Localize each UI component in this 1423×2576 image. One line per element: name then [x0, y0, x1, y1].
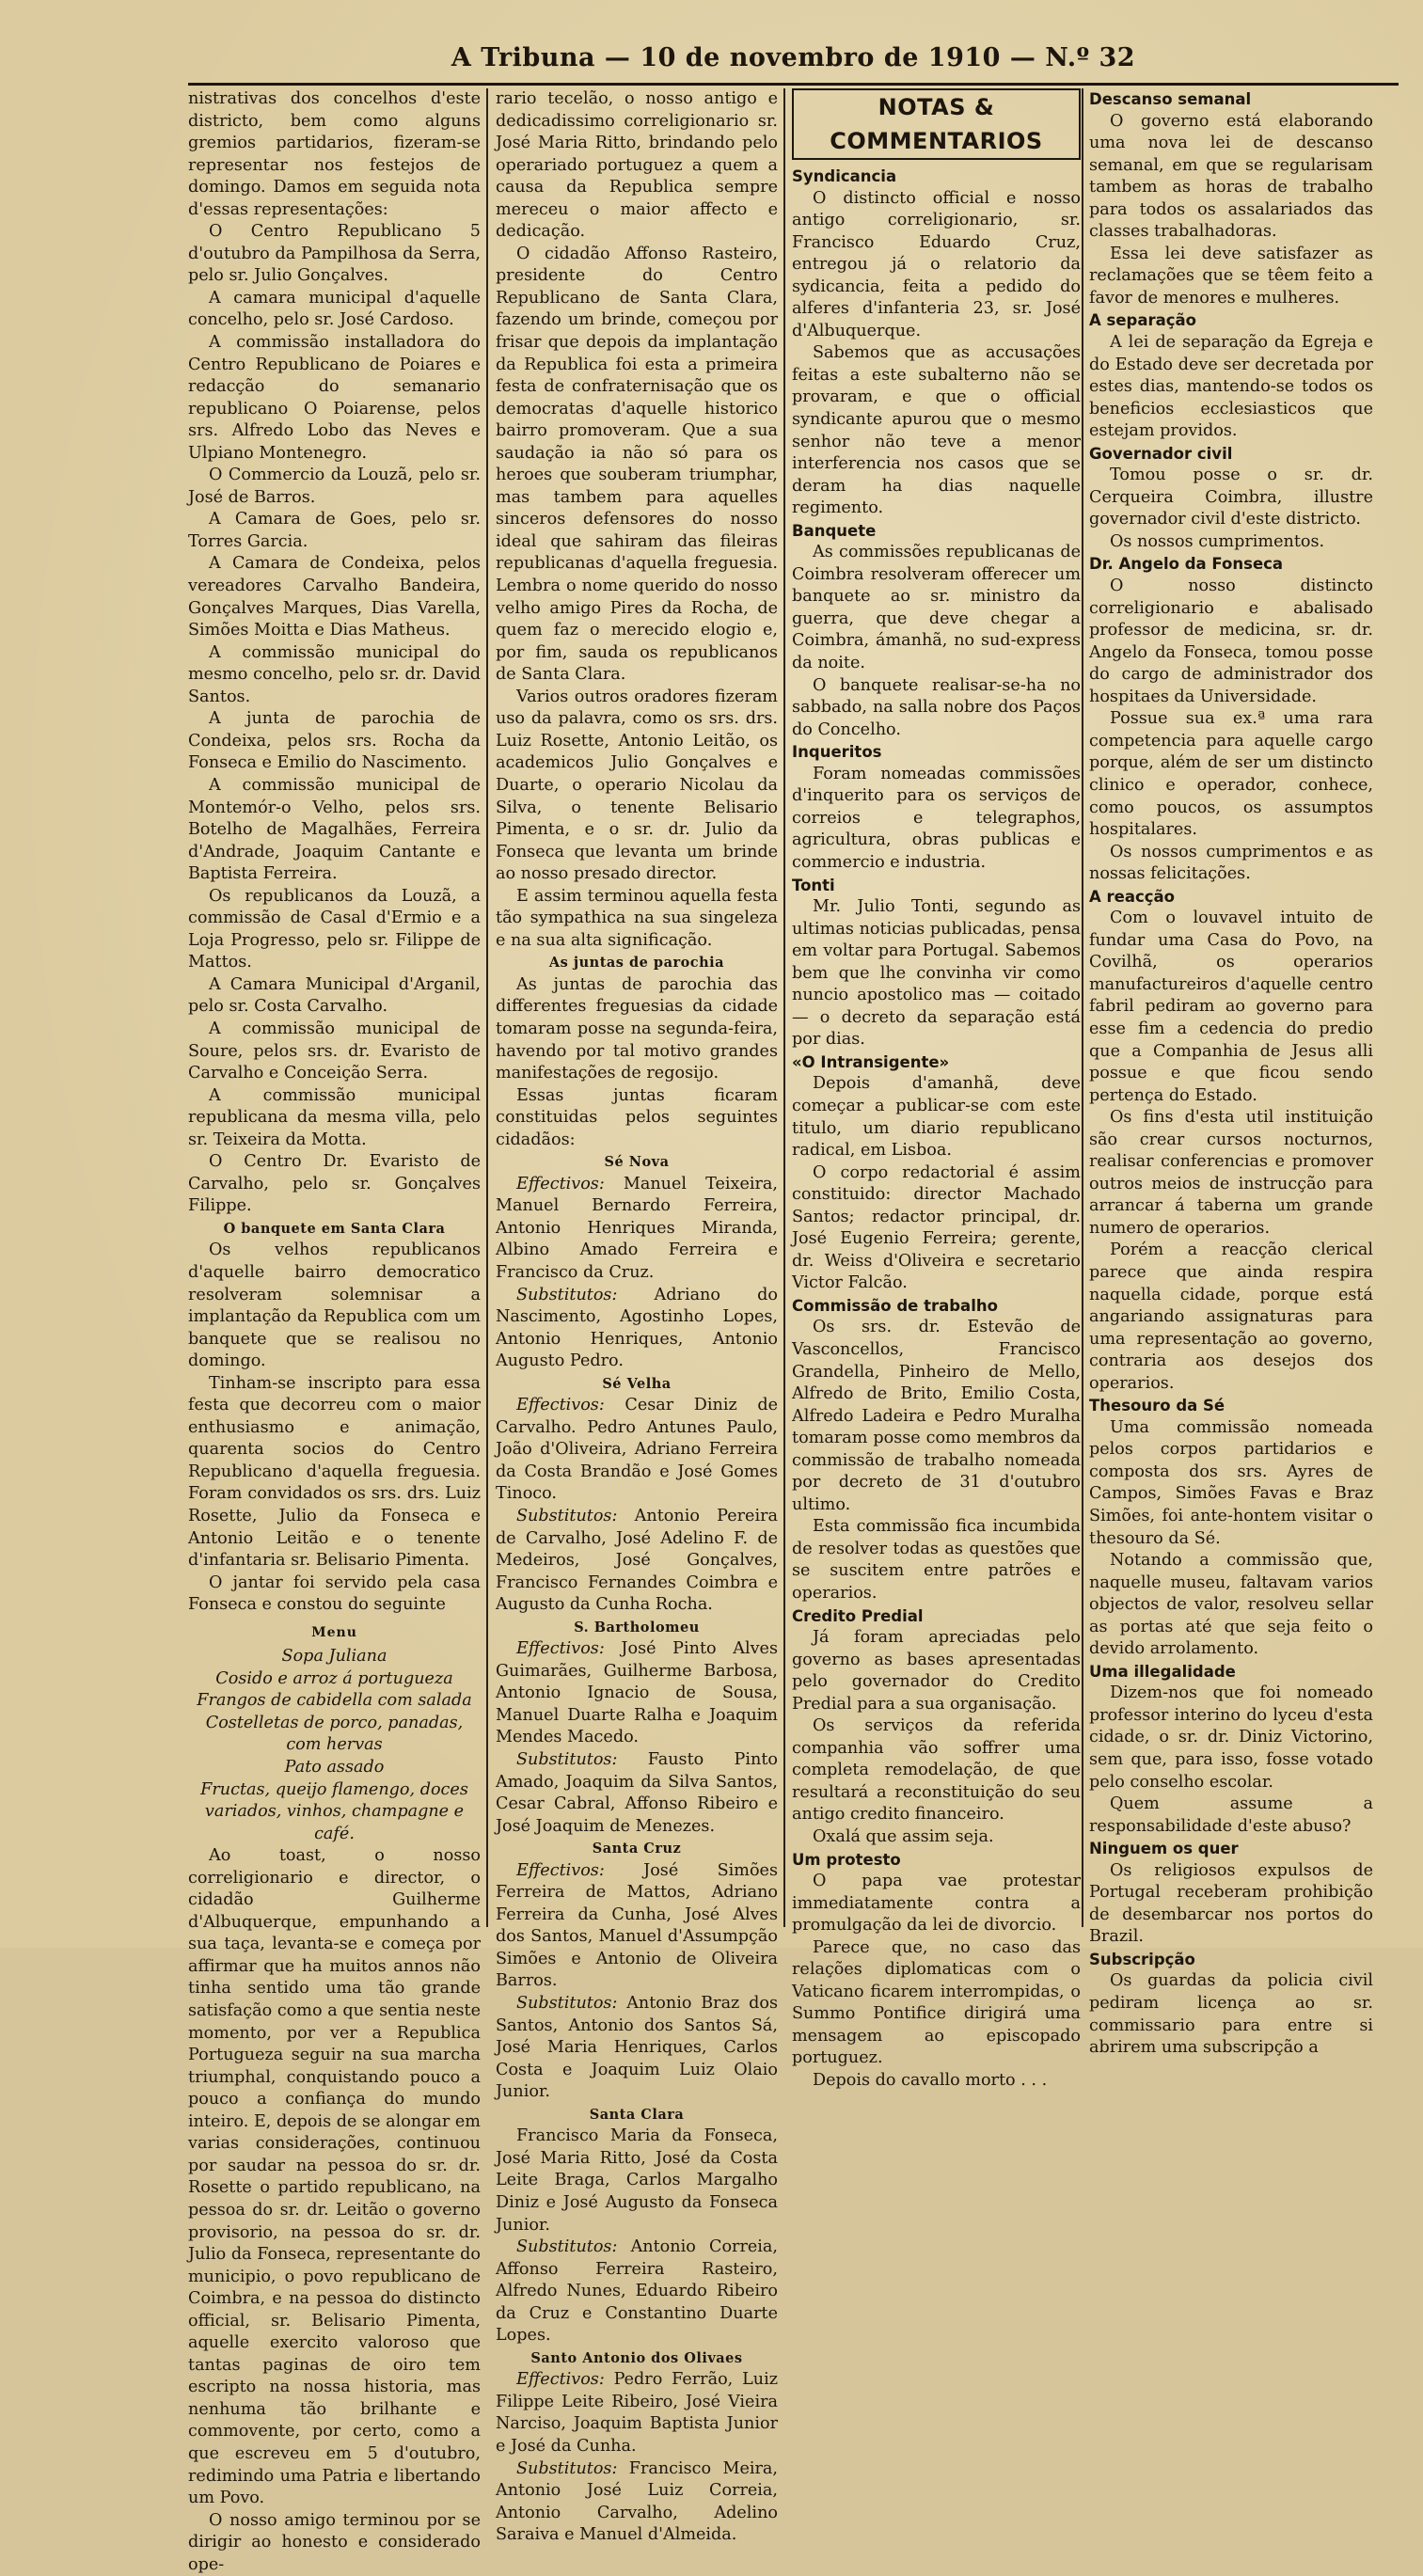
names: Francisco Maria da Fonseca, José Maria Ritto, José da Costa Leite Braga, Carlos Margalho Diniz e José Augusto da Fonseca Junior. — [496, 2126, 778, 2235]
paragraph: Os serviços da referida companhia vão soffrer uma completa remodelação, de que resultará a reconstituição do seu antigo credito financeiro. — [792, 1716, 1081, 1825]
names: José Simões Ferreira de Mattos, Adriano Ferreira da Cunha, José Alves dos Santos, Manuel d'Assumpção Simões e Antonio de Oliveira Barros. — [496, 1860, 778, 1991]
note-heading: Tonti — [792, 876, 835, 894]
paragraph: Possue sua ex.ª uma rara competencia para aquelle cargo porque, além de ser um distincto clinico e operador, conhece, como poucos, os assumptos hospitalares. — [1089, 709, 1373, 840]
parish-substitutos — [496, 1506, 778, 1617]
parish-heading: Sé Nova — [604, 1154, 670, 1171]
label-effectivos: Effectivos: — [516, 2370, 605, 2390]
paragraph: Uma commissão nomeada pelos corpos partidarios e composta dos srs. Ayres de Campos, Simões Favas e Braz Simões, foi ante-hontem visitar o thesouro da Sé. — [1089, 1417, 1373, 1548]
paragraph: O jantar foi servido pela casa Fonseca e constou do seguinte — [188, 1572, 481, 1615]
parish-effectivos — [496, 1638, 778, 1749]
paragraph: E assim terminou aquella festa tão sympathica na sua singeleza e na sua alta significação. — [496, 886, 778, 950]
label-substitutos: Substitutos: — [516, 1285, 618, 1304]
note-heading: Thesouro da Sé — [1089, 1397, 1225, 1415]
note-heading: Banquete — [792, 521, 877, 540]
paragraph: Os guardas da policia civil pediram licença ao sr. commissario para entre si abrirem uma subscripção a — [1089, 1971, 1373, 2058]
parish-effectivos — [496, 1174, 778, 1285]
note-heading: Inqueritos — [792, 743, 882, 762]
names: José Pinto Alves Guimarães, Guilherme Barbosa, Antonio Ignacio de Sousa, Manuel Duarte Ralha e Joaquim Mendes Macedo. — [496, 1639, 778, 1747]
label-substitutos: Substitutos: — [516, 1750, 618, 1770]
paragraph: Esta commissão fica incumbida de resolver todas as questões que se suscitem entre patrões e operarios. — [792, 1517, 1081, 1603]
list-item: A commissão municipal de Soure, pelos srs. dr. Evaristo de Carvalho e Conceição Serra. — [188, 1019, 481, 1083]
notes-list — [792, 166, 1081, 2093]
list-item: Os republicanos da Louzã, a commissão de Casal d'Ermio e a Loja Progresso, pelo sr. Filippe de Mattos. — [188, 886, 481, 972]
list-item: A junta de parochia de Condeixa, pelos srs. Rocha da Fonseca e Emilio do Nascimento. — [188, 709, 481, 773]
notes-list — [1089, 88, 1373, 2060]
parish-substitutos — [496, 1285, 778, 1373]
label-effectivos: Effectivos: — [516, 1860, 605, 1880]
paragraph: Mr. Julio Tonti, segundo as ultimas noticias publicadas, pensa em voltar para Portugal. Sabemos bem que lhe convinha vir como nuncio apostolico mas — coitado — o decreto da separação está por dias. — [792, 897, 1081, 1050]
parish-effectivos — [496, 2126, 778, 2236]
names: Cesar Diniz de Carvalho. Pedro Antunes Paulo, João d'Oliveira, Adriano Ferreira da Costa Brandão e José Gomes Tinoco. — [496, 1396, 778, 1504]
paragraph: Sabemos que as accusações feitas a este subalterno não se provaram, e que o official syndicante apurou que o mesmo senhor não teve a menor interferencia nos casos que se deram ha dias naquelle regimento. — [792, 343, 1081, 518]
list-item: O Centro Dr. Evaristo de Carvalho, pelo sr. Gonçalves Filippe. — [188, 1152, 481, 1216]
menu-item: Costelletas de porco, panadas, com hervas — [205, 1713, 464, 1755]
label-substitutos: Substitutos: — [516, 2237, 618, 2257]
paragraph: O cidadão Affonso Rasteiro, presidente do Centro Republicano de Santa Clara, fazendo um brinde, começou por frisar que depois da implantação da Republica foi esta a primeira festa de confraternisação que os democratas d'aquelle historico bairro promoveram. Que a sua saudação ia não só para os heroes que souberam triumphar, mas tambem para aquelles sinceros defensores do nosso ideal que sahiram das fileiras republicanas d'aquella freguesia. Lembra o nome querido do nosso velho amigo Pires da Rocha, de quem faz o merecido elogio e, por fim, sauda os republicanos de Santa Clara. — [496, 244, 778, 685]
parish-heading: Santa Cruz — [592, 1841, 682, 1857]
column-3 — [792, 88, 1081, 2091]
note-heading: Governador civil — [1089, 444, 1233, 463]
paragraph: Ao toast, o nosso correligionario e director, o cidadão Guilherme d'Albuquerque, empunhando a sua taça, levanta-se e começa por affirmar que ha muitos annos não tinha sentido uma tão grande satisfação como a que sentia neste momento, por ver a Republica Portugueza seguir na sua marcha triumphal, conquistando pouco a pouco a confiança do mundo inteiro. E, depois de se alongar em varias considerações, continuou por saudar na pessoa do sr. dr. Rosette o partido republicano, na pessoa do sr. dr. Leitão o governo provisorio, na pessoa do sr. dr. Julio da Fonseca, representante do municipio, o povo republicano de Coimbra, e na pessoa do distincto official, sr. Belisario Pimenta, aquelle exercito valoroso que tantas paginas de oiro tem escripto na nossa historia, mas nenhuma tão brilhante e commovente, por certo, como a que escreveu em 5 d'outubro, redimindo uma Patria e libertando um Povo. — [188, 1846, 481, 2508]
label-substitutos: Substitutos: — [516, 2458, 618, 2478]
names: Antonio Braz dos Santos, Antonio dos Santos Sá, José Maria Henriques, Carlos Costa e Joaquim Luiz Olaio Junior. — [496, 1994, 778, 2102]
list-item: A Camara de Goes, pelo sr. Torres Garcia. — [188, 510, 481, 551]
note-heading: Um protesto — [792, 1850, 901, 1869]
label-substitutos: Substitutos: — [516, 1994, 618, 2014]
label-effectivos: Effectivos: — [516, 1639, 605, 1659]
parish-substitutos — [496, 1993, 778, 2104]
parish-substitutos — [496, 2458, 778, 2547]
parish-list — [496, 1151, 778, 2546]
paragraph: Tomou posse o sr. dr. Cerqueira Coimbra, illustre governador civil d'este districto. — [1089, 466, 1373, 529]
paragraph: O distincto official e nosso antigo correligionario, sr. Francisco Eduardo Cruz, entregou já o relatorio da sydicancia, feita a pedido do alferes d'infanteria 23, sr. José d'Albuquerque. — [792, 188, 1081, 340]
note-heading: Credito Predial — [792, 1606, 924, 1625]
paragraph: Quem assume a responsabilidade d'este abuso? — [1089, 1794, 1373, 1836]
parish-heading: S. Bartholomeu — [574, 1619, 700, 1636]
names: Manuel Teixeira, Manuel Bernardo Ferreira, Antonio Henriques Miranda, Albino Amado Ferreira e Francisco da Cruz. — [496, 1174, 778, 1282]
paragraph: O nosso distincto correligionario e abalisado professor de medicina, sr. dr. Angelo da Fonseca, tomou posse do cargo de administrador dos hospitaes da Universidade. — [1089, 577, 1373, 706]
list-item: A camara municipal d'aquelle concelho, pelo sr. José Cardoso. — [188, 288, 481, 330]
parish-effectivos — [496, 1395, 778, 1506]
note-heading: Dr. Angelo da Fonseca — [1089, 555, 1284, 574]
column-rule — [486, 88, 488, 1927]
parish-effectivos — [496, 2369, 778, 2457]
note-heading: A reacção — [1089, 887, 1176, 906]
parish-effectivos — [496, 1860, 778, 1993]
label-effectivos: Effectivos: — [516, 1174, 605, 1193]
column-rule — [1082, 88, 1083, 1927]
note-heading: A separação — [1089, 311, 1196, 330]
paragraph: Essas juntas ficaram constituidas pelos seguintes cidadãos: — [496, 1085, 778, 1149]
paragraph: rario tecelão, o nosso antigo e dedicadissimo correligionario sr. José Maria Ritto, brindando pelo operariado portuguez a quem a causa da Republica sempre mereceu o maior affecto e dedicação. — [496, 89, 778, 242]
names: Antonio Pereira de Carvalho, José Adelino F. de Medeiros, José Gonçalves, Francisco Fernandes Coimbra e Augusto da Cunha Rocha. — [496, 1507, 778, 1615]
note-heading: «O Intransigente» — [792, 1052, 950, 1071]
column-4 — [1089, 88, 1373, 2058]
list-item: A commissão municipal de Montemór-o Velho, pelos srs. Botelho de Magalhães, Ferreira d'Andrade, Joaquim Cantante e Baptista Ferreira. — [188, 775, 481, 884]
subheading: As juntas de parochia — [548, 955, 725, 972]
paragraph: Foram nomeadas commissões d'inquerito para os serviços de correios e telegraphos, agricultura, obras publicas e commercio e industria. — [792, 764, 1081, 872]
paragraph: Os srs. dr. Estevão de Vasconcellos, Francisco Grandella, Pinheiro de Mello, Alfredo de Brito, Emilio Costa, Alfredo Ladeira e Pedro Muralha tomaram posse como membros da commissão de trabalho nomeada por decreto de 31 d'outubro ultimo. — [792, 1318, 1081, 1514]
note-heading: Commissão de trabalho — [792, 1296, 998, 1315]
paragraph: Tinham-se inscripto para essa festa que decorreu com o maior enthusiasmo e animação, quarenta socios do Centro Republicano d'aquella freguesia. Foram convidados os srs. drs. Luiz Rosette, Julio da Fonseca e Antonio Leitão e o tenente d'infantaria sr. Belisario Pimenta. — [188, 1373, 481, 1571]
menu-item: Pato assado — [284, 1758, 385, 1778]
paragraph: Varios outros oradores fizeram uso da palavra, como os srs. drs. Luiz Rosette, Antonio Leitão, os academicos Julio Gonçalves e Duarte, o operario Nicolau da Silva, o tenente Belisario Pimenta, e o sr. dr. Julio da Fonseca que levanta um brinde ao nosso presado director. — [496, 687, 778, 884]
parish-substitutos — [496, 1749, 778, 1838]
parish-heading: Santa Clara — [589, 2106, 685, 2123]
names: Antonio Correia, Affonso Ferreira Rasteiro, Alfredo Nunes, Eduardo Ribeiro da Cruz e Constantino Duarte Lopes. — [496, 2237, 778, 2346]
paragraph: O corpo redactorial é assim constituido: director Machado Santos; redactor principal, dr. José Eugenio Ferreira; gerente, dr. Weiss d'Oliveira e secretario Victor Falcão. — [792, 1162, 1081, 1293]
paragraph: Com o louvavel intuito de fundar uma Casa do Povo, na Covilhã, os operarios manufactureiros d'aquelle centro fabril pediram ao governo para esse fim a cedencia do predio que a Companhia de Jesus alli possue e que ficou sendo pertença do Estado. — [1089, 909, 1373, 1105]
paragraph: O nosso amigo terminou por se dirigir ao honesto e considerado ope- — [188, 2510, 481, 2574]
paragraph: Notando a commissão que, naquelle museu, faltavam varios objectos de valor, resolveu sellar as portas até que seja feito o devido arrolamento. — [1089, 1551, 1373, 1659]
menu-title: Menu — [311, 1624, 357, 1640]
paragraph: Os fins d'esta util instituição são crear cursos nocturnos, realisar conferencias e promover outros meios de instrucção para arrancar á taberna um grande numero de operarios. — [1089, 1108, 1373, 1238]
parish-heading: Santo Antonio dos Olivaes — [530, 2349, 743, 2366]
paragraph: Parece que, no caso das relações diplomaticas com o Vaticano ficarem interrompidas, o Summo Pontifice dirigirá uma mensagem ao episcopado portuguez. — [792, 1937, 1081, 2068]
parish-heading: Sé Velha — [602, 1375, 672, 1392]
paragraph: A lei de separação da Egreja e do Estado deve ser decretada por estes dias, mantendo-se todos os beneficios ecclesiasticos que estejam providos. — [1089, 333, 1373, 441]
names: Fausto Pinto Amado, Joaquim da Silva Santos, Cesar Cabral, Affonso Ribeiro e José Joaquim de Menezes. — [496, 1750, 778, 1836]
parish-substitutos — [496, 2236, 778, 2347]
column-2 — [496, 88, 778, 2545]
paragraph: Os religiosos expulsos de Portugal receberam prohibição de desembarcar nos portos do Brazil. — [1089, 1860, 1373, 1947]
list-item: A commissão municipal do mesmo concelho, pelo sr. dr. David Santos. — [188, 642, 481, 706]
note-heading: Uma illegalidade — [1089, 1662, 1236, 1681]
label-effectivos: Effectivos: — [516, 1396, 605, 1415]
list-item: O Centro Republicano 5 d'outubro da Pampilhosa da Serra, pelo sr. Julio Gonçalves. — [188, 222, 481, 286]
paragraph: Porém a reacção clerical parece que ainda respira naquella cidade, porque está angariando assignaturas para uma representação ao governo, contraria aos desejos dos operarios. — [1089, 1241, 1373, 1393]
paragraph: O banquete realisar-se-ha no sabbado, na salla nobre dos Paços do Concelho. — [792, 675, 1081, 739]
paragraph: O governo está elaborando uma nova lei de descanso semanal, em que se regularisam tambem as horas de trabalho para todos os assalariados das classes trabalhadoras. — [1089, 111, 1373, 242]
paragraph: Dizem-nos que foi nomeado professor interino do lyceu d'esta cidade, o sr. dr. Diniz Victorino, sem que, para isso, fosse votado pelo conselho escolar. — [1089, 1683, 1373, 1792]
paragraph: Depois do cavallo morto . . . — [813, 2071, 1048, 2091]
note-heading: Subscripção — [1089, 1950, 1195, 1968]
paragraph: Oxalá que assim seja. — [813, 1827, 994, 1847]
paragraph: nistrativas dos concelhos d'este districto, bem como alguns gremios partidarios, fizeram-se representar nos festejos de domingo. Damos em seguida nota d'essas representações: — [188, 89, 481, 219]
paragraph: Já foram apreciadas pelo governo as bases apresentadas pelo governador do Credito Predial para a sua organisação. — [792, 1628, 1081, 1714]
paragraph: Os nossos cumprimentos e as nossas felicitações. — [1089, 842, 1373, 884]
names: Francisco Meira, Antonio José Luiz Correia, Antonio Carvalho, Adelino Saraiva e Manuel d'Almeida. — [496, 2458, 778, 2545]
list-item: A Camara de Condeixa, pelos vereadores Carvalho Bandeira, Gonçalves Marques, Dias Varella, Simões Moitta e Dias Matheus. — [188, 554, 481, 640]
masthead — [188, 34, 1399, 86]
menu-item: Frangos de cabidella com salada — [197, 1691, 472, 1711]
column-1 — [188, 88, 481, 2574]
list-item: A Camara Municipal d'Arganil, pelo sr. Costa Carvalho. — [188, 974, 481, 1017]
paragraph: As juntas de parochia das differentes freguesias da cidade tomaram posse na segunda-feira, havendo por tal motivo grandes manifestações de regosijo. — [496, 974, 778, 1083]
column-rule — [783, 88, 785, 1927]
section-banner: NOTAS & COMMENTARIOS — [792, 88, 1081, 160]
menu-item: Cosido e arroz á portugueza — [215, 1668, 453, 1688]
menu-item: Fructas, queijo flamengo, doces variados, vinhos, champagne e café. — [200, 1779, 468, 1843]
note-heading: Syndicancia — [792, 167, 897, 185]
paragraph: Os velhos republicanos d'aquelle bairro democratico resolveram solemnisar a implantação da Republica com um banquete que se realisou no domingo. — [188, 1241, 481, 1371]
list-item: O Commercio da Louzã, pelo sr. José de Barros. — [188, 466, 481, 507]
note-heading: Descanso semanal — [1089, 90, 1252, 108]
menu-item: Sopa Juliana — [281, 1647, 387, 1667]
list-item: A commissão municipal republicana da mesma villa, pelo sr. Teixeira da Motta. — [188, 1085, 481, 1149]
names: Pedro Ferrão, Luiz Filippe Leite Ribeiro, José Vieira Narciso, Joaquim Baptista Junior e José da Cunha. — [496, 2370, 778, 2456]
paragraph: Essa lei deve satisfazer as reclamações que se têem feito a favor de menores e mulheres. — [1089, 244, 1373, 308]
masthead-title: A Tribuna — 10 de novembro de 1910 — N.º 32 — [451, 43, 1136, 72]
paragraph: Depois d'amanhã, deve começar a publicar-se com este titulo, um diario republicano radical, em Lisboa. — [792, 1074, 1081, 1161]
paragraph: O papa vae protestar immediatamente contra a promulgação da lei de divorcio. — [792, 1872, 1081, 1936]
subheading: O banquete em Santa Clara — [223, 1220, 446, 1237]
names: Adriano do Nascimento, Agostinho Lopes, Antonio Henriques, Antonio Augusto Pedro. — [496, 1285, 778, 1371]
list-item: A commissão installadora do Centro Republicano de Poiares e redacção do semanario republicano O Poiarense, pelos srs. Alfredo Lobo das Neves e Ulpiano Montenegro. — [188, 333, 481, 463]
paragraph: As commissões republicanas de Coimbra resolveram offerecer um banquete ao sr. ministro da guerra, que deve chegar a Coimbra, ámanhã, no sud-express da noite. — [792, 543, 1081, 673]
label-substitutos: Substitutos: — [516, 1507, 618, 1525]
paragraph: Os nossos cumprimentos. — [1110, 531, 1325, 551]
note-heading: Ninguem os quer — [1089, 1840, 1239, 1858]
